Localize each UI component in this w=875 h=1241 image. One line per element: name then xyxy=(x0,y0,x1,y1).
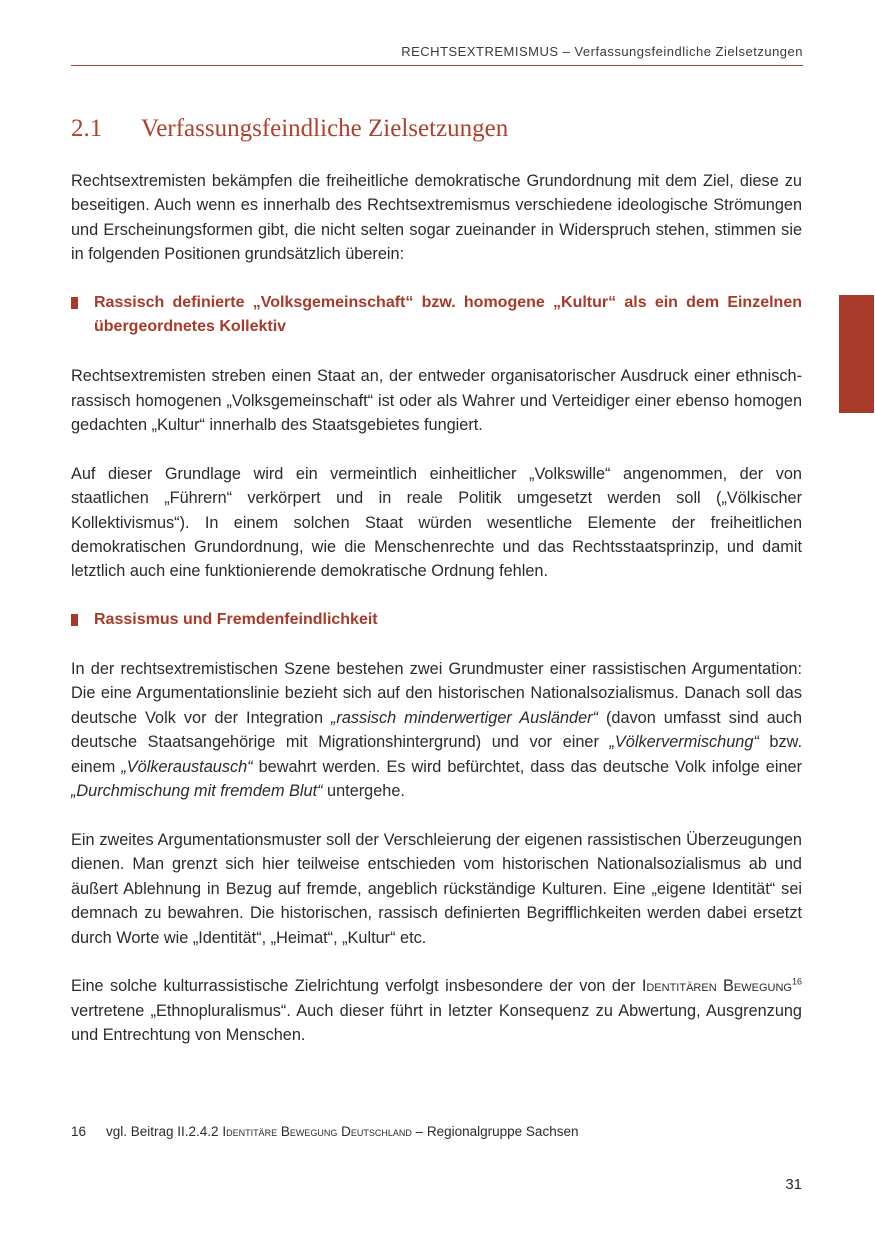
header-rule xyxy=(71,65,803,66)
footnote-organization: Identitäre Bewegung Deutschland xyxy=(222,1124,412,1139)
footnote-text: vgl. Beitrag II.2.4.2 xyxy=(106,1124,223,1139)
chapter-tab-marker xyxy=(839,295,874,413)
quote-italic: „Völkeraustausch“ xyxy=(121,757,253,776)
paragraph-argumentation-patterns xyxy=(71,657,802,803)
text-run: untergehe. xyxy=(322,782,405,801)
text-run: bewahrt werden. Es wird befürchtet, dass das deutsche Volk infolge einer xyxy=(252,757,802,776)
subheading-rassismus xyxy=(71,608,802,632)
footnote-number: 16 xyxy=(71,1124,87,1139)
quote-italic: „rassisch minderwertiger Ausländer“ xyxy=(331,708,598,727)
quote-italic: „Durchmischung mit fremdem Blut“ xyxy=(71,782,323,801)
paragraph-ethnopluralism xyxy=(71,974,802,1047)
intro-paragraph: Rechtsextremisten bekämpfen die freiheitliche demokratische Grundordnung mit dem Ziel, diese zu beseitigen. Auch wenn es innerhalb des Rechtsextremismus verschiedene ideologische Strömungen und Erscheinungsformen gibt, die nicht selten sogar zueinander in Widerspruch stehen, stimmen sie in folgenden Positionen grundsätzlich überein: xyxy=(71,172,802,264)
section-title-text: Verfassungsfeindliche Zielsetzungen xyxy=(141,115,509,142)
text-run: vertretene „Ethnopluralismus“. Auch dieser führt in letzter Konsequenz zu Abwertung, Ausgrenzung und Entrechtung von Menschen. xyxy=(71,1001,802,1045)
footnote xyxy=(71,1124,578,1139)
paragraph-second-pattern: Ein zweites Argumentationsmuster soll der Verschleierung der eigenen rassistischen Überzeugungen dienen. Man grenzt sich hier teilweise entschieden vom historischen Nationalsozialismus ab und äußert Ablehnung in Bezug auf fremde, angeblich rückständige Kulturen. Eine „eigene Identität“ sei demnach zu bewahren. Die historischen, rassisch definierten Begrifflichkeiten werden dabei ersetzt durch Worte wie „Identität“, „Heimat“, „Kultur“ etc. xyxy=(71,830,802,947)
subheading-volksgemeinschaft xyxy=(71,291,802,340)
main-content xyxy=(71,169,802,1072)
section-title xyxy=(71,115,508,143)
section-number: 2.1 xyxy=(71,115,103,142)
footnote-reference: 16 xyxy=(791,976,802,987)
square-bullet-icon xyxy=(71,614,78,626)
text-run: In der rechtsextremistischen Szene bestehen zwei Grundmuster einer rassistischen Argumentation: Die eine Argumentationslinie bezieht sich auf den historischen Nationalsozialismus. Danach soll das deutsche Volk vor der Integration xyxy=(71,660,802,727)
running-head: RECHTSEXTREMISMUS – Verfassungsfeindliche Zielsetzungen xyxy=(401,44,803,59)
text-run: Eine solche kulturrassistische Zielrichtung verfolgt insbesondere der von der xyxy=(71,977,642,996)
paragraph-volkswille: Auf dieser Grundlage wird ein vermeintlich einheitlicher „Volkswille“ angenommen, der von staatlichen „Führern“ verkörpert und in reale Politik umgesetzt werden soll („Völkischer Kollektivismus“). In einem solchen Staat würden wesentliche Elemente der freiheitlichen demokratischen Grundordnung, wie die Menschenrechte und das Rechtsstaatsprinzip, und damit letztlich auch eine funktionierende demokratische Ordnung fehlen. xyxy=(71,464,802,581)
organization-name: Identitären Bewegung xyxy=(641,977,792,996)
text-run: (davon umfasst sind auch deutsche Staatsangehörige mit Migrationshintergrund) und vor einer xyxy=(71,708,802,752)
subheading-text: Rassismus und Fremdenfeindlichkeit xyxy=(94,611,378,629)
square-bullet-icon xyxy=(71,297,78,309)
quote-italic: „Völkervermischung“ xyxy=(609,733,759,752)
page-number: 31 xyxy=(785,1176,802,1193)
text-run: bzw. einem xyxy=(71,733,802,776)
footnote-text: – Regionalgruppe Sachsen xyxy=(411,1124,579,1139)
paragraph-state-goal: Rechtsextremisten streben einen Staat an, der entweder organisatorischer Ausdruck einer ethnisch-rassisch homogenen „Volksgemeinschaft“ ist oder als Wahrer und Verteidiger einer ebenso homogen gedachten „Kultur“ innerhalb des Staatsgebietes fungiert. xyxy=(71,367,802,435)
subheading-text: Rassisch definierte „Volksgemeinschaft“ bzw. homogene „Kultur“ als ein dem Einzelnen übergeordnetes Kollektiv xyxy=(94,294,802,336)
